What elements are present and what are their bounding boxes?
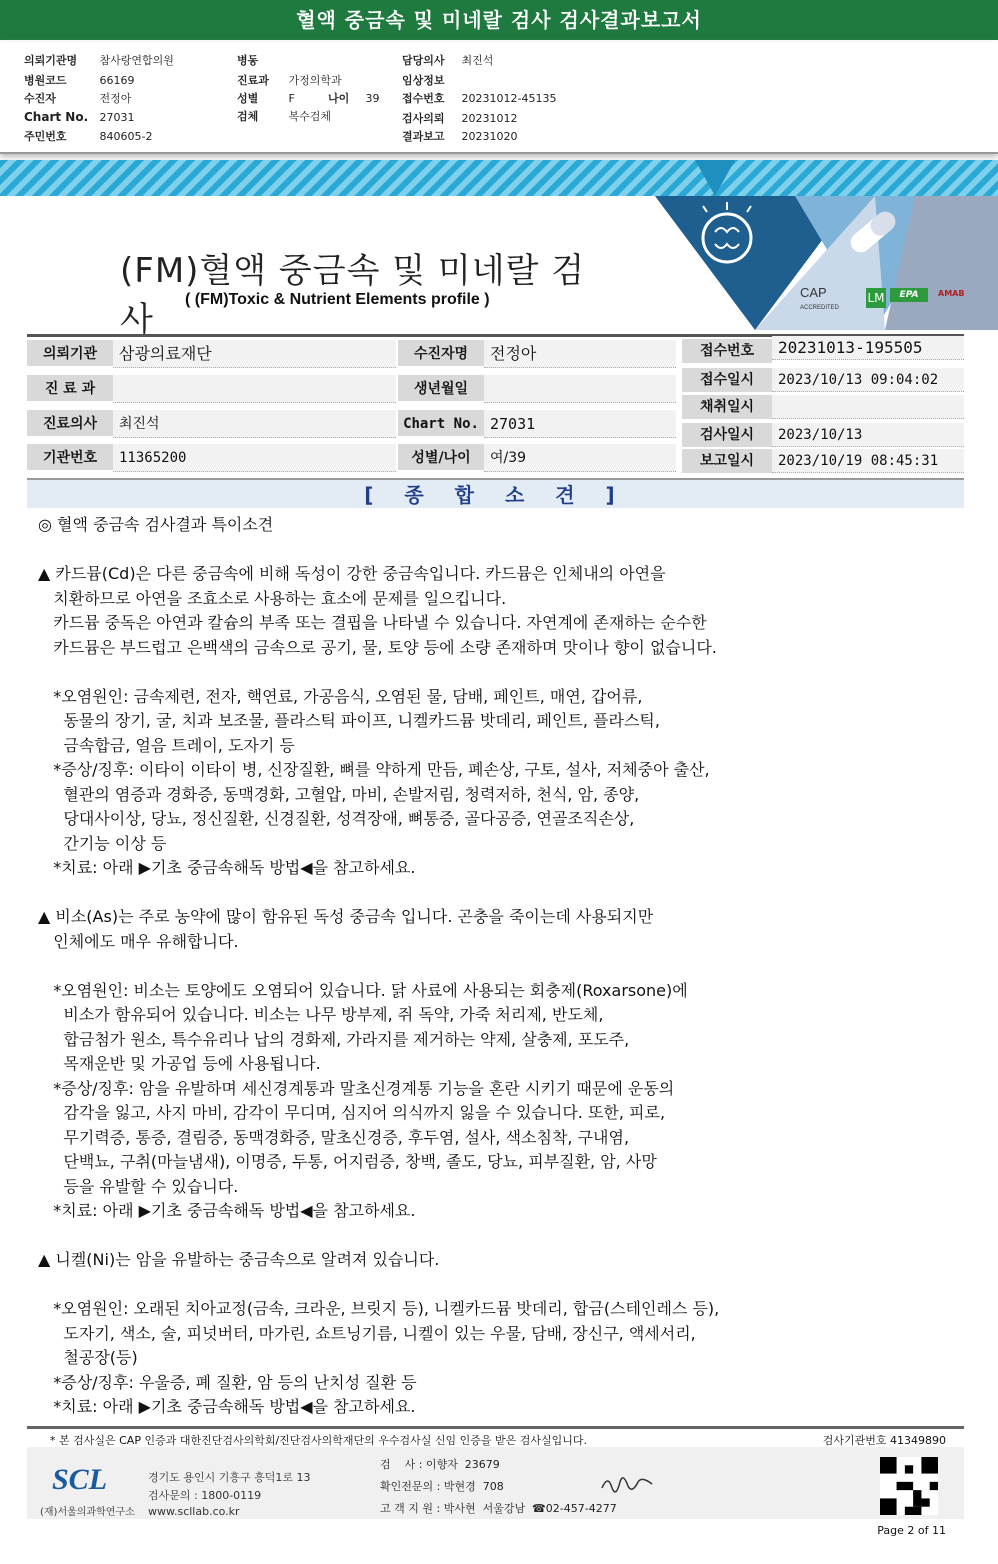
info-institution: 의뢰기관명 참사랑연합의원 (24, 54, 174, 67)
body-line: 목재운반 및 가공업 등에 사용됩니다. (38, 1054, 321, 1073)
body-line (38, 538, 958, 563)
body-line: 철공장(등) (38, 1348, 138, 1367)
page-number: Page 2 of 11 (877, 1524, 946, 1537)
body-line: ▲ 비소(As)는 주로 농약에 많이 함유된 독성 중금속 입니다. 곤충을 죽이는데 사용되지만 (38, 907, 654, 926)
label-report-time: 보고일시 (682, 449, 772, 473)
footer-staff-support: 고 객 지 원 : 박사현 서울강남 ☎02-457-4277 (380, 1502, 617, 1515)
body-line: 치환하므로 아연을 조효소로 사용하는 효소에 문제를 일으킵니다. (38, 588, 507, 608)
document-subtitle: ( (FM)Toxic & Nutrient Elements profile ) (185, 291, 490, 308)
body-line: *오염원인: 비소는 토양에도 오염되어 있습니다. 닭 사료에 사용되는 회충제(Roxarsone)에 (38, 980, 688, 1000)
footer-address: 경기도 용인시 기흥구 흥덕1로 13 (148, 1471, 311, 1484)
value-patient-name: 전정아 (484, 340, 676, 368)
label-institution-no: 기관번호 (27, 444, 113, 472)
qr-code (880, 1457, 938, 1515)
body-line: 단백뇨, 구취(마늘냄새), 이명증, 두통, 어지럼증, 창백, 졸도, 당뇨, 피부질환, 암, 사망 (38, 1152, 657, 1171)
body-line: ▲ 카드뮴(Cd)은 다른 중금속에 비해 독성이 강한 중금속입니다. 카드뮴은 인체내의 아연을 (38, 564, 666, 583)
top-info (0, 42, 998, 154)
cap-logo: CAP ACCREDITED (800, 285, 840, 311)
body-line: 합금첨가 원소, 특수유리나 납의 경화제, 가라지를 제거하는 약제, 살충제, 포도주, (38, 1029, 630, 1049)
body-line: 도자기, 색소, 술, 피넛버터, 마가린, 쇼트닝기름, 니켈이 있는 우물, 담배, 장신구, 액세서리, (38, 1323, 696, 1343)
info-resident-no: 주민번호 840605-2 (24, 130, 153, 143)
body-line: 카드뮴 중독은 아연과 칼슘의 부족 또는 결핍을 나타낼 수 있습니다. 자연계에 존재하는 순수한 (38, 613, 707, 632)
info-ward: 병동 (237, 54, 259, 67)
info-age: 나이 39 (328, 92, 380, 105)
body-line: *증상/징후: 암을 유발하며 세신경계통과 말초신경계통 기능을 혼란 시키기 때문에 운동의 (38, 1078, 675, 1098)
body-line: 금속합금, 얼음 트레이, 도자기 등 (38, 735, 295, 755)
footer-staff-tester: 검 사 : 이향자 23679 (380, 1458, 500, 1471)
label-doctor: 진료의사 (27, 410, 113, 438)
body-line: 당대사이상, 당뇨, 정신질환, 신경질환, 성격장애, 뼈통증, 골다공증, 연골조직손상, (38, 809, 635, 828)
summary-body (38, 513, 958, 1420)
body-line: *오염원인: 금속제련, 전자, 핵연료, 가공음식, 오염된 물, 담배, 페인트, 매연, 갑어류, (38, 686, 643, 706)
amab-logo: AMAB (938, 289, 965, 298)
info-receipt-no: 접수번호 20231012-45135 (402, 92, 557, 105)
info-specimen: 검체 복수검체 (237, 110, 332, 123)
body-line: 등을 유발할 수 있습니다. (38, 1176, 239, 1196)
label-chart-no: Chart No. (398, 410, 484, 438)
info-report: 결과보고 20231020 (402, 130, 518, 143)
scl-org-name: (재)서울의과학연구소 (40, 1507, 135, 1518)
body-line (38, 954, 958, 979)
report-banner: 혈액 중금속 및 미네랄 검사 검사결과보고서 (0, 0, 998, 40)
info-sex: 성별 F (237, 92, 295, 105)
document-title: (FM)혈액 중금속 및 미네랄 검사 (120, 251, 586, 340)
value-institution: 삼광의료재단 (113, 340, 396, 368)
label-dept: 진 료 과 (27, 375, 113, 403)
body-line: *증상/징후: 이타이 이타이 병, 신장질환, 뼈를 약하게 만듬, 폐손상, 구토, 설사, 저체중아 출산, (38, 760, 710, 779)
value-birthdate (484, 375, 676, 403)
epa-logo: EPA (890, 288, 928, 302)
body-line: 동물의 장기, 굴, 치과 보조물, 플라스틱 파이프, 니켈카드뮴 밧데리, 페인트, 플라스틱, (38, 711, 660, 730)
info-patient: 수진자 전정아 (24, 92, 132, 105)
value-doctor: 최진석 (113, 410, 396, 438)
value-receipt-no: 20231013-195505 (772, 336, 964, 360)
label-sex-age: 성별/나이 (398, 444, 484, 472)
value-institution-no: 11365200 (113, 444, 396, 472)
footer-web: www.scllab.co.kr (148, 1505, 240, 1518)
value-dept (113, 375, 396, 403)
value-receipt-time: 2023/10/13 09:04:02 (772, 368, 964, 392)
body-line: 혈관의 염증과 경화증, 동맥경화, 고혈압, 마비, 손발저림, 청력저하, 천식, 암, 종양, (38, 784, 640, 804)
body-line: *치료: 아래 ▶기초 중금속해독 방법◀을 참고하세요. (38, 1397, 416, 1416)
body-line: ◎ 혈액 중금속 검사결과 특이소견 (38, 515, 274, 534)
scl-logo: SCL (52, 1463, 108, 1496)
signature (598, 1470, 658, 1498)
body-line (38, 1273, 958, 1298)
value-sex-age: 여/39 (484, 444, 676, 472)
body-line: *오염원인: 오래된 치아교정(금속, 크라운, 브릿지 등), 니켈카드뮴 밧데리, 합금(스테인레스 등), (38, 1299, 720, 1318)
info-request: 검사의뢰 20231012 (402, 112, 518, 125)
footer-divider (27, 1426, 964, 1429)
footer-note: * 본 검사실은 CAP 인증과 대한진단검사의학회/진단검사의학재단의 우수검사실 신임 인증을 받은 검사실입니다. (50, 1434, 588, 1447)
value-collect-time (772, 395, 964, 419)
body-line: *치료: 아래 ▶기초 중금속해독 방법◀을 참고하세요. (38, 1201, 416, 1220)
label-receipt-time: 접수일시 (682, 368, 772, 392)
info-chart: Chart No. 27031 (24, 110, 135, 124)
info-dept: 진료과 가정의학과 (237, 74, 342, 87)
value-test-time: 2023/10/13 (772, 423, 964, 447)
label-birthdate: 생년월일 (398, 375, 484, 403)
body-line (38, 881, 958, 906)
footer-phone: 검사문의 : 1800-0119 (148, 1489, 262, 1502)
value-report-time: 2023/10/19 08:45:31 (772, 449, 964, 473)
info-clinical: 임상정보 (402, 74, 445, 87)
body-line: ▲ 니켈(Ni)는 암을 유발하는 중금속으로 알려져 있습니다. (38, 1250, 440, 1269)
label-test-time: 검사일시 (682, 423, 772, 447)
body-line: *치료: 아래 ▶기초 중금속해독 방법◀을 참고하세요. (38, 858, 416, 877)
body-line: 무기력증, 통증, 결림증, 동맥경화증, 말초신경증, 후두염, 설사, 색소침착, 구내염, (38, 1127, 630, 1147)
info-hospital-code: 병원코드 66169 (24, 74, 135, 87)
body-line: *증상/징후: 우울증, 폐 질환, 암 등의 난치성 질환 등 (38, 1372, 417, 1392)
summary-header: [ 종 합 소 견 ] (27, 478, 964, 508)
body-line: 감각을 잃고, 사지 마비, 감각이 무디며, 심지어 의식까지 잃을 수 있습니다. 또한, 피로, (38, 1103, 666, 1122)
body-line: 카드뮴은 부드럽고 은백색의 금속으로 공기, 물, 토양 등에 소량 존재하며 맛이나 향이 없습니다. (38, 637, 717, 657)
label-receipt-no: 접수번호 (682, 339, 772, 363)
label-patient-name: 수진자명 (398, 340, 484, 368)
label-institution: 의뢰기관 (27, 340, 113, 368)
label-collect-time: 채취일시 (682, 395, 772, 419)
body-line: 간기능 이상 등 (38, 833, 167, 853)
lm-logo: LM (866, 288, 886, 308)
info-doctor: 담당의사 최진석 (402, 54, 494, 67)
body-line (38, 1224, 958, 1249)
body-line: 비소가 함유되어 있습니다. 비소는 나무 방부제, 쥐 독약, 가죽 처리제, 반도체, (38, 1005, 604, 1024)
value-chart-no: 27031 (484, 410, 676, 438)
footer-staff-doctor: 확인전문의 : 박현경 708 (380, 1480, 504, 1493)
body-line (38, 660, 958, 685)
body-line: 인체에도 매우 유해합니다. (38, 931, 239, 951)
footer-registration: 검사기관번호 41349890 (822, 1434, 946, 1447)
